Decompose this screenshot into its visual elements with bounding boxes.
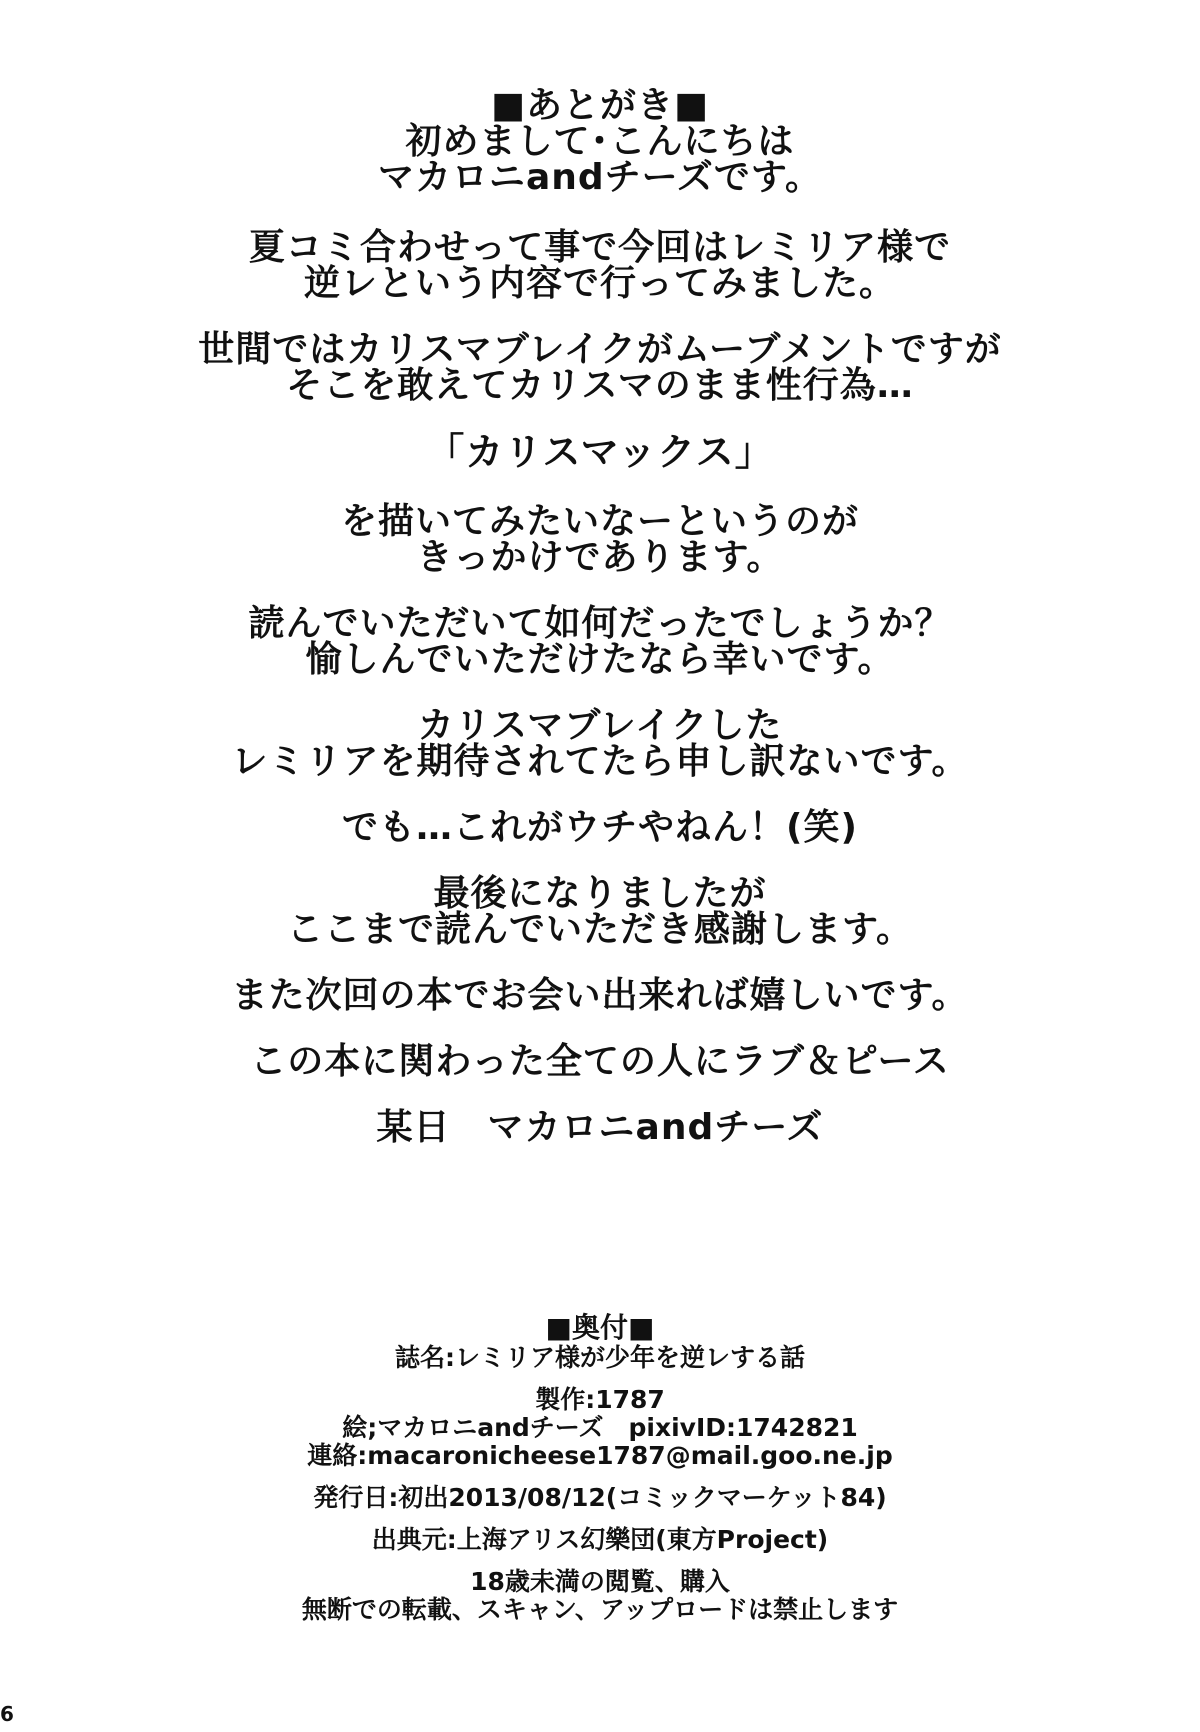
afterword-line: 「カリスマックス」 <box>426 430 774 474</box>
afterword-heading <box>0 85 1200 126</box>
afterword-paragraph <box>0 227 1200 304</box>
afterword-paragraph <box>0 501 1200 578</box>
colophon-heading: ■奥付■ <box>545 1311 655 1344</box>
afterword-paragraph <box>0 705 1200 782</box>
colophon-notice-line: 18歳未満の閲覧、購入 <box>470 1567 730 1596</box>
colophon-credits <box>0 1386 1200 1470</box>
afterword-signature <box>0 1107 1200 1148</box>
afterword-line: ここまで読んでいただき感謝します。 <box>286 909 914 950</box>
colophon-source-block <box>0 1526 1200 1554</box>
afterword-line: 最後になりましたが <box>433 873 767 914</box>
afterword-line: 夏コミ合わせって事で今回はレミリア様で <box>248 227 952 268</box>
colophon-section <box>0 1312 1200 1638</box>
afterword-paragraph <box>0 975 1200 1016</box>
colophon-notice-line: 無断での転載、スキャン、アップロードは禁止します <box>301 1595 899 1624</box>
afterword-heading-text: ■あとがき■ <box>490 85 710 126</box>
colophon-contact: 連絡:macaronicheese1787@mail.goo.ne.jp <box>307 1441 893 1470</box>
afterword-section <box>0 85 1200 1176</box>
afterword-line: そこを敢えてカリスマのまま性行為… <box>286 365 914 406</box>
afterword-line: 某日 マカロニandチーズ <box>376 1107 824 1148</box>
colophon-release: 発行日:初出2013/08/12(コミックマーケット84) <box>313 1483 887 1512</box>
afterword-line: でも…これがウチやねん！(笑) <box>342 807 858 848</box>
afterword-paragraph <box>0 1041 1200 1082</box>
afterword-paragraph-greeting <box>0 121 1200 198</box>
afterword-line: 初めまして･こんにちは <box>405 121 795 162</box>
colophon-illustration: 絵;マカロニandチーズ pixivID:1742821 <box>342 1413 858 1442</box>
afterword-paragraph <box>0 873 1200 950</box>
afterword-line: 読んでいただいて如何だったでしょうか？ <box>248 603 952 644</box>
afterword-line: レミリアを期待されてたら申し訳ないです。 <box>231 741 969 782</box>
colophon-source: 出典元:上海アリス幻樂団(東方Project) <box>371 1525 829 1554</box>
afterword-highlight-quote <box>0 430 1200 474</box>
colophon-header <box>0 1312 1200 1372</box>
afterword-line: また次回の本でお会い出来れば嬉しいです。 <box>231 975 969 1016</box>
afterword-paragraph <box>0 807 1200 848</box>
afterword-line: 世間ではカリスマブレイクがムーブメントですが <box>198 329 1002 370</box>
afterword-paragraph <box>0 603 1200 680</box>
colophon-production: 製作:1787 <box>535 1385 665 1414</box>
colophon-title: 誌名:レミリア様が少年を逆レする話 <box>395 1343 805 1372</box>
afterword-line: この本に関わった全ての人にラブ＆ピース <box>250 1041 950 1082</box>
page-number: 6 <box>0 1702 14 1726</box>
colophon-release-block <box>0 1484 1200 1512</box>
afterword-line: 愉しんでいただけたなら幸いです。 <box>305 639 895 680</box>
afterword-line: カリスマブレイクした <box>417 705 783 746</box>
afterword-line: きっかけであります。 <box>416 537 784 578</box>
afterword-line: マカロニandチーズです。 <box>377 157 822 198</box>
afterword-paragraph <box>0 329 1200 406</box>
colophon-notice <box>0 1568 1200 1624</box>
afterword-line: を描いてみたいなーというのが <box>340 501 859 542</box>
afterword-line: 逆レという内容で行ってみました。 <box>303 263 896 304</box>
